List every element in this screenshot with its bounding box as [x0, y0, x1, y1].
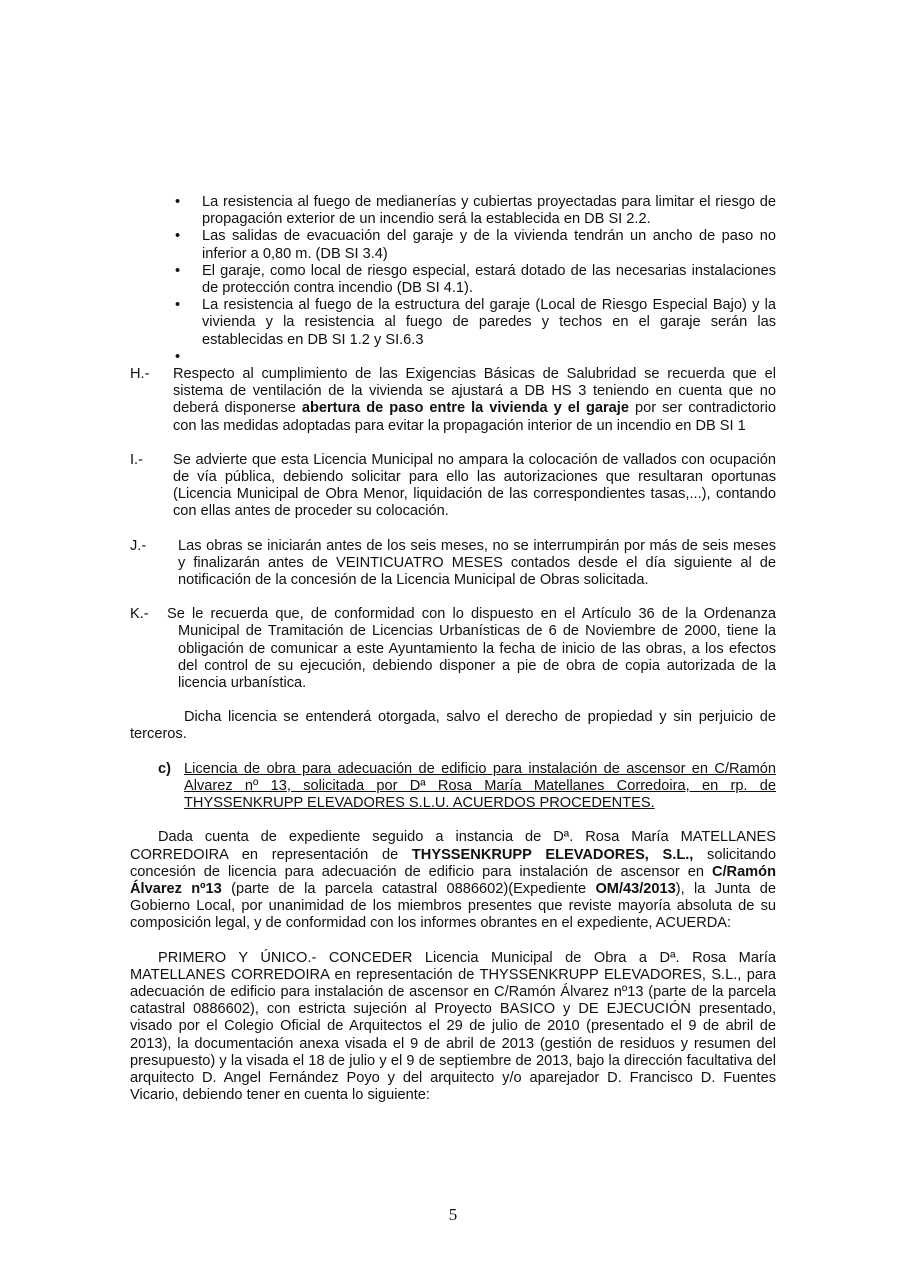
clause-i	[130, 452, 776, 521]
document-body	[130, 194, 776, 1104]
section-c-heading	[130, 761, 776, 813]
text-part: ), la Junta de Gobierno Local, por unanimidad de los miembros presentes que reviste mayoría absoluta de su composición legal, y de conformidad con los informes obrantes en el expediente, ACUERDA:	[130, 880, 776, 932]
primero-paragraph: PRIMERO Y ÚNICO.- CONCEDER Licencia Municipal de Obra a Dª. Rosa María MATELLANES CORREDOIRA en representación de THYSSENKRUPP ELEVADORES, S.L., para adecuación de edificio para instalación de ascensor en C/Ramón Álvarez nº13 (parte de la parcela catastral 0886602), con estricta sujeción al Proyecto BASICO y DE EJECUCIÓN presentado, visado por el Colegio Oficial de Arquitectos el 29 de julio de 2010 (presentado el 9 de abril de 2013), la documentación anexa visada el 9 de abril de 2013 (gestión de residuos y resumen del presupuesto) y la visada el 18 de julio y el 9 de septiembre de 2013, bajo la dirección facultativa del arquitecto D. Angel Fernández Poyo y del arquitecto y/o aparejador D. Francisco D. Fuentes Vicario, debiendo tener en cuenta lo siguiente:	[130, 949, 776, 1104]
clause-text	[173, 366, 776, 435]
list-item: • La resistencia al fuego de medianerías y cubiertas proyectadas para limitar el riesgo de propagación exterior de un incendio será la establecida en DB SI 2.2.	[202, 194, 776, 228]
text-bold: THYSSENKRUPP ELEVADORES, S.L.,	[411, 846, 694, 863]
clause-h	[130, 366, 776, 435]
section-title: Licencia de obra para adecuación de edificio para instalación de ascensor en C/Ramón Alvarez nº 13, solicitada por Dª Rosa María Matellanes Corredoira, en rp. de THYSSENKRUPP ELEVADORES S.L.U. ACUERDOS PROCEDENTES.	[184, 760, 776, 812]
text-bold: C/Ramón Álvarez nº13	[130, 863, 776, 897]
list-item: • La resistencia al fuego de la estructura del garaje (Local de Riesgo Especial Bajo) y la vivienda y la resistencia al fuego de paredes y techos en el garaje serán las establecidas en DB SI 1.2 y SI.6.3	[202, 297, 776, 349]
clause-text-part: Respecto al cumplimiento de las Exigencias Básicas de Salubridad se recuerda que el sistema de ventilación de la vivienda se ajustará a DB HS 3 teniendo en cuenta que no deberá disponerse	[173, 366, 776, 417]
clause-text: Municipal de Tramitación de Licencias Urbanísticas de 6 de Noviembre de 2000, tiene la obligación de comunicar a este Ayuntamiento la fecha de inicio de las obras, a los efectos del control de su ejecución, debiendo disponer a pie de obra de copia autorizada de la licencia urbanística.	[178, 623, 776, 692]
clause-label: I.-	[130, 451, 143, 468]
section-label: c)	[158, 760, 171, 777]
dicha-paragraph: Dicha licencia se entenderá otorgada, salvo el derecho de propiedad y sin perjuicio de terceros.	[130, 709, 776, 743]
page-number: 5	[448, 1205, 458, 1224]
text-part: Dada cuenta de expediente seguido a instancia de Dª. Rosa María MATELLANES CORREDOIRA en representación de	[130, 829, 776, 863]
clause-label: H.-	[130, 366, 150, 383]
clause-text: Se advierte que esta Licencia Municipal no ampara la colocación de vallados con ocupación de vía pública, debiendo solicitar para ello las autorizaciones que resultaran oportunas (Licencia Municipal de Obra Menor, liquidación de las correspondientes tasas,...), contando con ellas antes de proceder su colocación.	[173, 451, 776, 520]
text-part: solicitando concesión de licencia para adecuación de edificio para instalación de ascensor en	[130, 846, 777, 880]
clause-text-bold: abertura de paso entre la vivienda y el garaje	[301, 400, 629, 417]
clause-j	[130, 538, 776, 590]
clause-label: J.-	[130, 537, 147, 554]
clause-text-part: por ser contradictorio con las medidas adoptadas para evitar la propagación interior de un incendio en DB SI 1	[173, 400, 776, 434]
list-item	[202, 349, 776, 366]
bullet-list	[130, 194, 776, 366]
clause-text-first-line: Se le recuerda que, de conformidad con lo dispuesto en el Artículo 36 de la Ordenanza	[167, 606, 776, 623]
clause-text: Las obras se iniciarán antes de los seis meses, no se interrumpirán por más de seis meses y finalizarán antes de VEINTICUATRO MESES contados desde el día siguiente al de notificación de la concesión de la Licencia Municipal de Obras solicitada.	[178, 537, 776, 589]
clause-label: K.-	[130, 606, 149, 623]
list-item: • Las salidas de evacuación del garaje y de la vivienda tendrán un ancho de paso no inferior a 0,80 m. (DB SI 3.4)	[202, 228, 776, 262]
text-part: (parte de la parcela catastral 0886602)(Expediente	[221, 880, 596, 897]
list-item: • El garaje, como local de riesgo especial, estará dotado de las necesarias instalaciones de protección contra incendio (DB SI 4.1).	[202, 263, 776, 297]
text-bold: OM/43/2013	[595, 880, 676, 897]
clause-k	[130, 606, 776, 692]
dada-paragraph	[130, 829, 776, 932]
